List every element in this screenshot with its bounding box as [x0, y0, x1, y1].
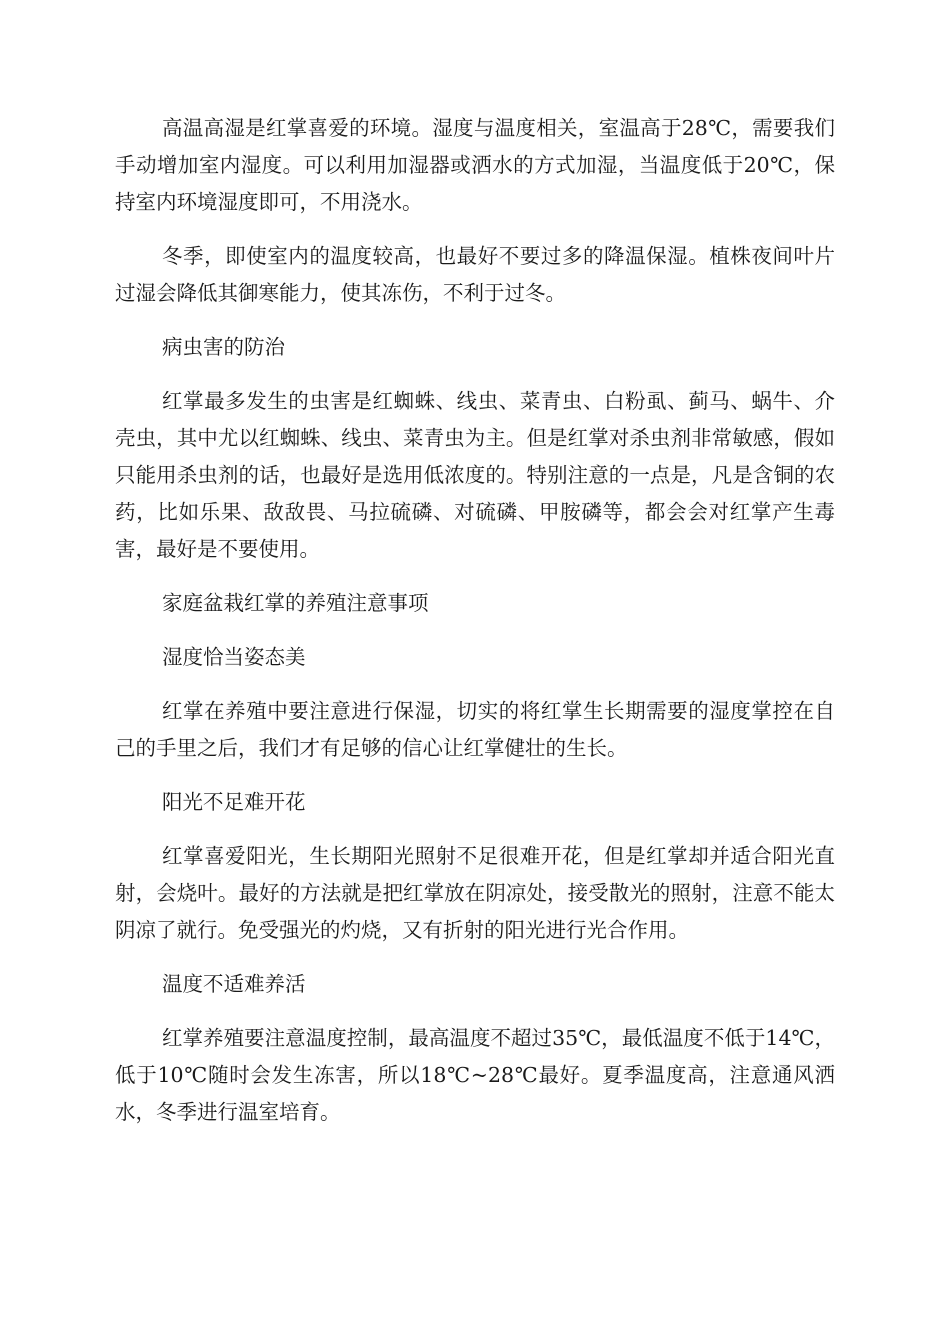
paragraph-winter-care: 冬季，即使室内的温度较高，也最好不要过多的降温保湿。植株夜间叶片过湿会降低其御寒能力，使其冻伤，不利于过冬。 — [115, 244, 835, 305]
paragraph-sunlight: 红掌喜爱阳光，生长期阳光照射不足很难开花，但是红掌却并适合阳光直射，会烧叶。最好的方法就是把红掌放在阴凉处，接受散光的照射，注意不能太阴凉了就行。免受强光的灼烧，又有折射的阳光进行光合作用。 — [115, 844, 835, 942]
paragraph-humidity: 红掌在养殖中要注意进行保湿，切实的将红掌生长期需要的湿度掌控在自己的手里之后，我们才有足够的信心让红掌健壮的生长。 — [115, 699, 835, 760]
document-body — [115, 110, 835, 1148]
heading-humidity: 湿度恰当姿态美 — [162, 645, 306, 669]
heading-sunlight: 阳光不足难开花 — [162, 790, 306, 814]
paragraph-pests: 红掌最多发生的虫害是红蜘蛛、线虫、菜青虫、白粉虱、蓟马、蜗牛、介壳虫，其中尤以红蜘蛛、线虫、菜青虫为主。但是红掌对杀虫剂非常敏感，假如只能用杀虫剂的话，也最好是选用低浓度的。特别注意的一点是，凡是含铜的农药，比如乐果、敌敌畏、马拉硫磷、对硫磷、甲胺磷等，都会会对红掌产生毒害，最好是不要使用。 — [115, 389, 835, 561]
heading-home-care-notes: 家庭盆栽红掌的养殖注意事项 — [162, 591, 429, 615]
heading-pest-control: 病虫害的防治 — [162, 335, 285, 359]
heading-temperature: 温度不适难养活 — [162, 972, 306, 996]
paragraph-temperature: 红掌养殖要注意温度控制，最高温度不超过35℃，最低温度不低于14℃，低于10℃随时会发生冻害，所以18℃~28℃最好。夏季温度高，注意通风洒水，冬季进行温室培育。 — [115, 1026, 835, 1124]
paragraph-humidity-temperature: 高温高湿是红掌喜爱的环境。湿度与温度相关，室温高于28℃，需要我们手动增加室内湿度。可以利用加湿器或洒水的方式加湿，当温度低于20℃，保持室内环境湿度即可，不用浇水。 — [115, 116, 835, 214]
